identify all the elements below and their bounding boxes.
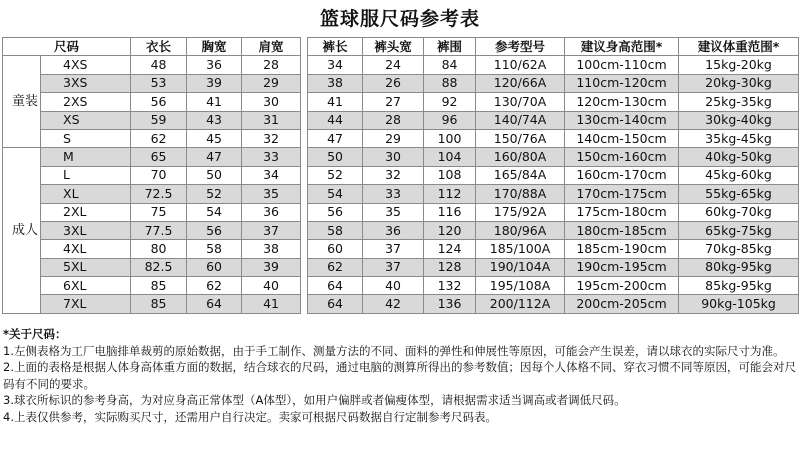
group-label-kids: 童装 — [3, 56, 41, 148]
header-chest: 胸宽 — [187, 38, 242, 56]
cell-weight-range: 80kg-95kg — [679, 258, 799, 276]
cell-pants-head: 30 — [363, 148, 424, 166]
cell-height-range: 100cm-110cm — [565, 56, 679, 74]
cell-hip: 100 — [424, 129, 476, 147]
column-gap — [301, 74, 308, 92]
cell-pants-length: 64 — [308, 295, 363, 313]
cell-height-range: 160cm-170cm — [565, 166, 679, 184]
cell-shoulder: 37 — [242, 221, 301, 239]
cell-pants-head: 27 — [363, 93, 424, 111]
cell-shoulder: 28 — [242, 56, 301, 74]
cell-shoulder: 39 — [242, 258, 301, 276]
cell-pants-head: 26 — [363, 74, 424, 92]
cell-height-range: 190cm-195cm — [565, 258, 679, 276]
cell-length: 82.5 — [131, 258, 187, 276]
cell-length: 77.5 — [131, 221, 187, 239]
cell-pants-length: 47 — [308, 129, 363, 147]
cell-length: 56 — [131, 93, 187, 111]
table-row — [3, 258, 799, 276]
header-weight-range: 建议体重范围* — [679, 38, 799, 56]
cell-chest: 43 — [187, 111, 242, 129]
cell-weight-range: 45kg-60kg — [679, 166, 799, 184]
cell-chest: 52 — [187, 185, 242, 203]
cell-pants-head: 37 — [363, 258, 424, 276]
cell-ref-type: 160/80A — [476, 148, 565, 166]
cell-length: 75 — [131, 203, 187, 221]
cell-pants-length: 54 — [308, 185, 363, 203]
header-hip: 裤围 — [424, 38, 476, 56]
cell-height-range: 185cm-190cm — [565, 240, 679, 258]
cell-hip: 112 — [424, 185, 476, 203]
cell-chest: 64 — [187, 295, 242, 313]
column-gap — [301, 258, 308, 276]
cell-weight-range: 65kg-75kg — [679, 221, 799, 239]
cell-pants-length: 34 — [308, 56, 363, 74]
cell-length: 53 — [131, 74, 187, 92]
cell-weight-range: 90kg-105kg — [679, 295, 799, 313]
cell-hip: 132 — [424, 277, 476, 295]
cell-pants-length: 50 — [308, 148, 363, 166]
cell-length: 85 — [131, 277, 187, 295]
cell-height-range: 130cm-140cm — [565, 111, 679, 129]
cell-pants-length: 38 — [308, 74, 363, 92]
cell-size: L — [41, 166, 131, 184]
cell-shoulder: 31 — [242, 111, 301, 129]
cell-size: 3XS — [41, 74, 131, 92]
column-gap — [301, 240, 308, 258]
cell-chest: 60 — [187, 258, 242, 276]
cell-height-range: 200cm-205cm — [565, 295, 679, 313]
table-row — [3, 240, 799, 258]
note-item-4: 4.上表仅供参考，实际购买尺寸，还需用户自行决定。卖家可根据尺码数据自行定制参考尺码表。 — [3, 409, 497, 424]
notes-title: *关于尺码： — [3, 327, 67, 341]
header-pants-length: 裤长 — [308, 38, 363, 56]
cell-shoulder: 40 — [242, 277, 301, 295]
cell-pants-head: 24 — [363, 56, 424, 74]
cell-length: 80 — [131, 240, 187, 258]
column-gap — [301, 221, 308, 239]
cell-pants-head: 33 — [363, 185, 424, 203]
cell-shoulder: 38 — [242, 240, 301, 258]
cell-pants-head: 29 — [363, 129, 424, 147]
cell-ref-type: 150/76A — [476, 129, 565, 147]
cell-shoulder: 30 — [242, 93, 301, 111]
cell-pants-length: 56 — [308, 203, 363, 221]
cell-pants-head: 36 — [363, 221, 424, 239]
cell-pants-head: 42 — [363, 295, 424, 313]
cell-weight-range: 35kg-45kg — [679, 129, 799, 147]
cell-hip: 128 — [424, 258, 476, 276]
cell-pants-length: 44 — [308, 111, 363, 129]
table-row — [3, 185, 799, 203]
cell-shoulder: 36 — [242, 203, 301, 221]
header-ref-type: 参考型号 — [476, 38, 565, 56]
cell-length: 62 — [131, 129, 187, 147]
cell-weight-range: 25kg-35kg — [679, 93, 799, 111]
table-row — [3, 56, 799, 74]
cell-hip: 96 — [424, 111, 476, 129]
cell-chest: 36 — [187, 56, 242, 74]
cell-pants-head: 35 — [363, 203, 424, 221]
header-shoulder: 肩宽 — [242, 38, 301, 56]
table-row — [3, 111, 799, 129]
note-item-2: 2.上面的表格是根据人体身高体重方面的数据，结合球衣的尺码，通过电脑的测算所得出的参考数值；因每个人体格不同、穿衣习惯不同等原因，可能会对尺码有不同的要求。 — [3, 360, 796, 391]
cell-pants-length: 64 — [308, 277, 363, 295]
cell-hip: 108 — [424, 166, 476, 184]
size-chart-table — [2, 37, 799, 314]
cell-shoulder: 34 — [242, 166, 301, 184]
cell-size: 6XL — [41, 277, 131, 295]
cell-ref-type: 175/92A — [476, 203, 565, 221]
cell-length: 48 — [131, 56, 187, 74]
cell-hip: 92 — [424, 93, 476, 111]
cell-length: 65 — [131, 148, 187, 166]
cell-ref-type: 180/96A — [476, 221, 565, 239]
cell-pants-length: 58 — [308, 221, 363, 239]
cell-pants-head: 37 — [363, 240, 424, 258]
cell-size: 3XL — [41, 221, 131, 239]
cell-ref-type: 130/70A — [476, 93, 565, 111]
table-row — [3, 74, 799, 92]
cell-length: 70 — [131, 166, 187, 184]
column-gap — [301, 166, 308, 184]
cell-size: M — [41, 148, 131, 166]
table-row — [3, 93, 799, 111]
cell-shoulder: 41 — [242, 295, 301, 313]
cell-size: 5XL — [41, 258, 131, 276]
table-row — [3, 129, 799, 147]
cell-length: 72.5 — [131, 185, 187, 203]
cell-pants-length: 41 — [308, 93, 363, 111]
cell-hip: 88 — [424, 74, 476, 92]
cell-hip: 116 — [424, 203, 476, 221]
cell-shoulder: 32 — [242, 129, 301, 147]
cell-ref-type: 185/100A — [476, 240, 565, 258]
table-row — [3, 221, 799, 239]
cell-pants-length: 60 — [308, 240, 363, 258]
cell-chest: 62 — [187, 277, 242, 295]
cell-hip: 124 — [424, 240, 476, 258]
cell-height-range: 140cm-150cm — [565, 129, 679, 147]
cell-ref-type: 200/112A — [476, 295, 565, 313]
table-row — [3, 295, 799, 313]
cell-weight-range: 85kg-95kg — [679, 277, 799, 295]
cell-length: 59 — [131, 111, 187, 129]
size-notes — [3, 326, 797, 425]
cell-shoulder: 35 — [242, 185, 301, 203]
cell-chest: 39 — [187, 74, 242, 92]
header-length: 衣长 — [131, 38, 187, 56]
cell-height-range: 170cm-175cm — [565, 185, 679, 203]
cell-size: XS — [41, 111, 131, 129]
cell-weight-range: 30kg-40kg — [679, 111, 799, 129]
header-size: 尺码 — [3, 38, 131, 56]
page-title: 篮球服尺码参考表 — [319, 8, 480, 30]
cell-size: XL — [41, 185, 131, 203]
cell-weight-range: 20kg-30kg — [679, 74, 799, 92]
cell-height-range: 195cm-200cm — [565, 277, 679, 295]
table-row — [3, 148, 799, 166]
cell-height-range: 180cm-185cm — [565, 221, 679, 239]
cell-hip: 104 — [424, 148, 476, 166]
column-gap — [301, 111, 308, 129]
cell-height-range: 175cm-180cm — [565, 203, 679, 221]
cell-weight-range: 70kg-85kg — [679, 240, 799, 258]
column-gap — [301, 185, 308, 203]
cell-hip: 136 — [424, 295, 476, 313]
column-gap — [301, 277, 308, 295]
cell-pants-length: 52 — [308, 166, 363, 184]
cell-chest: 50 — [187, 166, 242, 184]
column-gap — [301, 295, 308, 313]
column-gap — [301, 56, 308, 74]
header-pants-head: 裤头宽 — [363, 38, 424, 56]
cell-size: S — [41, 129, 131, 147]
column-gap — [301, 93, 308, 111]
cell-pants-head: 32 — [363, 166, 424, 184]
cell-size: 4XS — [41, 56, 131, 74]
cell-chest: 58 — [187, 240, 242, 258]
cell-pants-head: 40 — [363, 277, 424, 295]
cell-weight-range: 60kg-70kg — [679, 203, 799, 221]
cell-shoulder: 33 — [242, 148, 301, 166]
table-row — [3, 277, 799, 295]
column-gap — [301, 38, 308, 56]
cell-chest: 41 — [187, 93, 242, 111]
cell-chest: 56 — [187, 221, 242, 239]
cell-height-range: 150cm-160cm — [565, 148, 679, 166]
cell-ref-type: 190/104A — [476, 258, 565, 276]
cell-size: 2XL — [41, 203, 131, 221]
cell-ref-type: 120/66A — [476, 74, 565, 92]
cell-ref-type: 170/88A — [476, 185, 565, 203]
table-header-row — [3, 38, 799, 56]
cell-height-range: 120cm-130cm — [565, 93, 679, 111]
cell-ref-type: 165/84A — [476, 166, 565, 184]
cell-shoulder: 29 — [242, 74, 301, 92]
column-gap — [301, 203, 308, 221]
cell-size: 7XL — [41, 295, 131, 313]
cell-chest: 54 — [187, 203, 242, 221]
note-item-1: 1.左侧表格为工厂电脑排单裁剪的原始数据，由于手工制作、测量方法的不同、面料的弹性和伸展性等原因，可能会产生误差，请以球衣的实际尺寸为准。 — [3, 343, 785, 358]
cell-ref-type: 195/108A — [476, 277, 565, 295]
cell-hip: 120 — [424, 221, 476, 239]
cell-height-range: 110cm-120cm — [565, 74, 679, 92]
cell-chest: 47 — [187, 148, 242, 166]
column-gap — [301, 129, 308, 147]
cell-ref-type: 140/74A — [476, 111, 565, 129]
table-row — [3, 203, 799, 221]
group-label-adult: 成人 — [3, 148, 41, 314]
cell-pants-length: 62 — [308, 258, 363, 276]
cell-hip: 84 — [424, 56, 476, 74]
cell-chest: 45 — [187, 129, 242, 147]
cell-weight-range: 55kg-65kg — [679, 185, 799, 203]
cell-weight-range: 40kg-50kg — [679, 148, 799, 166]
cell-pants-head: 28 — [363, 111, 424, 129]
cell-size: 2XS — [41, 93, 131, 111]
column-gap — [301, 148, 308, 166]
cell-size: 4XL — [41, 240, 131, 258]
cell-weight-range: 15kg-20kg — [679, 56, 799, 74]
note-item-3: 3.球衣所标识的参考身高，为对应身高正常体型（A体型），如用户偏胖或者偏瘦体型，请根据需求适当调高或者调低尺码。 — [3, 393, 626, 407]
cell-length: 85 — [131, 295, 187, 313]
table-row — [3, 166, 799, 184]
header-height-range: 建议身高范围* — [565, 38, 679, 56]
cell-ref-type: 110/62A — [476, 56, 565, 74]
